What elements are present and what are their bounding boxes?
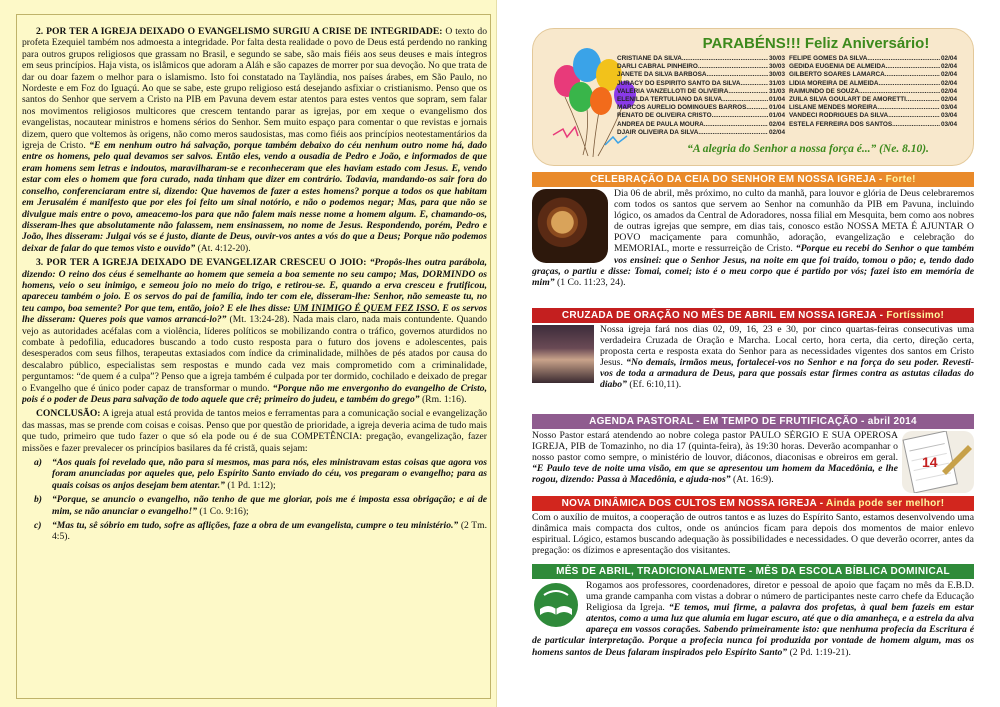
section-3-quote-a: “Propôs-lhes outra parábola, dizendo: O reino dos céus é semelhante ao homem que semeia a boa semente no seu campo; Mas, DORMINDO os homens, veio o seu inimigo, e semeou joio no meio do trigo, e retirou-se. E, quando a erva cresceu e frutificou, apareceu também o joio. E os servos do pai de família, indo ter com ele, disseram-lhe: Senhor, não semeaste tu, no teu campo, boa semente? Por que tem, então, joio? E ele lhes disse: bbox=[22, 257, 487, 314]
birthday-row bbox=[789, 71, 957, 79]
list-item-ref: (1 Pd. 1:12); bbox=[224, 479, 276, 491]
dinamica-body: Com o auxílio de muitos, a cooperação de outros tantos e as luzes do Espírito Santo, estamos desenvolvendo uma dinâmica mais compacta dos cultos, onde os anúncios ficam para depois dos momentos de maior enlevo espiritual. Lógico, estamos buscando adequação às possibilidades e necessidades. O que deverão ocorrer, antes da pregação: os dízimos e apresentação dos visitantes. bbox=[532, 512, 974, 557]
conclusion-heading: CONCLUSÃO: bbox=[36, 408, 101, 420]
birthday-date: 31/03 bbox=[769, 87, 785, 95]
ceia-body: Dia 06 de abril, mês próximo, no culto da manhã, para louvor e glória de Deus celebraremos com todos os santos que servem ao Senhor na comunhão da PIB em Pavuna, incluindo lógico, os amados da Central de Adoradores, nossa filial em Mesquita, bem como aos nobres de outras igrejas que sempre, em dias tais, conosco estão NOSSA META É AJUNTAR O POVO maciçamente para comunhão, adoração, evangelização e celebração do MEMORIAL, morte e ressurreição de Cristo. bbox=[614, 188, 974, 255]
birthday-verse: “A alegria do Senhor a nossa força é...” (Ne. 8.10). bbox=[687, 143, 929, 155]
birthday-date: 30/03 bbox=[769, 71, 785, 79]
prayer-crowd-image bbox=[532, 325, 594, 383]
list-item-text bbox=[52, 457, 487, 491]
birthday-date: 31/03 bbox=[769, 79, 785, 87]
bible-book-icon bbox=[532, 581, 580, 629]
birthday-date: 02/04 bbox=[941, 79, 957, 87]
birthday-name: ANDREA DE PAULA MOURA ..... bbox=[617, 121, 768, 129]
birthday-name: VALÉRIA VANZELLOTI DE OLIVEIRA ..... bbox=[617, 88, 768, 96]
cruzada-header-text: CRUZADA DE ORAÇÃO NO MÊS DE ABRIL EM NOSSA IGREJA - bbox=[561, 310, 887, 321]
birthday-name: DJAIR OLIVEIRA DA SILVA ..... bbox=[617, 129, 768, 137]
list-item-text bbox=[52, 520, 487, 543]
birthday-box bbox=[532, 28, 974, 166]
list-item-quote: “Porque, se anuncio o evangelho, não tenho de que me gloriar, pois me é imposta essa obrigação; e ai de mim, se não anunciar o evangelho!” bbox=[52, 494, 487, 517]
birthday-date: 30/03 bbox=[769, 55, 785, 62]
ebd-section bbox=[532, 580, 974, 698]
birthday-name: GEDIDA EUGÊNIA DE ALMEIDA ..... bbox=[789, 63, 940, 71]
birthday-name: ESTELA FERREIRA DOS SANTOS ..... bbox=[789, 121, 940, 129]
birthday-name: JURACY DO ESPÍRITO SANTO DA SILVA ..... bbox=[617, 80, 768, 88]
ebd-header: MÊS DE ABRIL, TRADICIONALMENTE - MÊS DA ESCOLA BÍBLICA DOMINICAL bbox=[532, 564, 974, 579]
birthday-row bbox=[617, 121, 785, 129]
birthday-name: ZUILA SILVA GOULART DE AMORETTI ..... bbox=[789, 96, 940, 104]
agenda-ref: (At. 16:9). bbox=[730, 474, 774, 486]
birthday-name: GILBERTO SOARES LAMARCA ..... bbox=[789, 71, 940, 79]
section-3-ref-2: (Rm. 1:16). bbox=[419, 394, 467, 405]
list-item bbox=[22, 494, 487, 517]
list-item-ref: (2 Tm. 4:5). bbox=[52, 520, 487, 543]
dinamica-header bbox=[532, 496, 974, 511]
agenda-body: Nosso Pastor estará atendendo ao nobre colega pastor PAULO SÉRGIO E SUA OPEROSA IGREJA, PIB de Tomazinho, no dia 17 (quinta-feira), às 19:30 horas. Deverão acompanhar o nosso pastor como sempre, o ministério de louvor, diáconos, diaconisas e obreiros em geral. bbox=[532, 430, 898, 464]
cruzada-body: Nossa igreja fará nos dias 02, 09, 16, 23 e 30, por cinco quartas-feiras consecutivas uma verdadeira Cruzada de Oração e Marcha. Local certo, hora certa, dia certo, direção certa, proposta certa e resposta exata do Senhor para as necessidades vigentes dos santos em Cristo Jesus. bbox=[600, 324, 974, 369]
birthday-date: 02/04 bbox=[941, 96, 957, 104]
ebd-ref: (2 Pd. 1:19-21). bbox=[787, 646, 851, 658]
list-item-text bbox=[52, 494, 487, 517]
ceia-header bbox=[532, 172, 974, 187]
birthday-row bbox=[789, 55, 957, 63]
birthday-date: 02/04 bbox=[941, 71, 957, 79]
dinamica-header-accent: Ainda pode ser melhor! bbox=[826, 498, 945, 509]
right-page bbox=[532, 28, 974, 698]
birthday-name: RAIMUNDO DE SOUZA ..... bbox=[789, 88, 940, 96]
cruzada-header bbox=[532, 308, 974, 323]
birthday-row bbox=[617, 104, 785, 112]
ebd-body: Rogamos aos professores, coordenadores, diretor e pessoal de apoio que façam no mês da E.B.D. uma grande campanha com vistas a dobrar o número de participantes neste carro chefe da Educação Religiosa da Igreja. bbox=[586, 580, 974, 614]
birthday-row bbox=[789, 88, 957, 96]
cruzada-quote: “No demais, irmãos meus, fortalecei-vos no Senhor e na força do seu poder. Revesti-vos de toda a armadura de Deus, para que possais estar firmes contra as astutas ciladas do diabo” bbox=[600, 357, 974, 391]
conclusion-paragraph bbox=[22, 408, 487, 454]
birthday-row bbox=[789, 112, 957, 120]
dinamica-section bbox=[532, 512, 974, 562]
section-3-quote-underline: UM INIMIGO É QUEM FEZ ISSO. bbox=[293, 302, 440, 314]
section-3-paragraph bbox=[22, 257, 487, 405]
list-item-marker: a) bbox=[34, 457, 42, 469]
list-item-quote: “Aos quais foi revelado que, não para si mesmos, mas para nós, eles ministravam estas coisas que agora vos foram anunciadas por aqueles que, pelo Espírito Santo enviado do céu, vos pregaram o evangelho; para as quais coisas os anjos desejam bem atentar.” bbox=[52, 457, 487, 491]
cruzada-header-accent: Fortíssimo! bbox=[886, 310, 945, 321]
section-2-heading: 2. POR TER A IGREJA DEIXADO O EVANGELISMO SURGIU A CRISE DE INTEGRIDADE: bbox=[36, 26, 443, 37]
section-3-ref: (Mt. 13:24-28). bbox=[226, 314, 290, 326]
birthday-date: 02/04 bbox=[941, 63, 957, 71]
list-item-ref: (1 Co. 9:16); bbox=[197, 505, 249, 517]
ceia-section bbox=[532, 188, 974, 306]
birthday-name: JANETE DA SILVA BARBOSA ..... bbox=[617, 71, 768, 79]
bread-and-wine-image bbox=[532, 189, 608, 263]
ceia-header-accent: Forte! bbox=[885, 174, 916, 185]
birthday-row bbox=[789, 96, 957, 104]
left-page bbox=[0, 0, 497, 707]
agenda-quote: “E Paulo teve de noite uma visão, em que se apresentou um homem da Macedônia, e lhe rogou, dizendo: Passa à Macedônia, e ajuda-nos” bbox=[532, 463, 898, 486]
birthday-name: VANDECI RODRIGUES DA SILVA ..... bbox=[789, 112, 940, 120]
birthday-row bbox=[617, 88, 785, 96]
section-3-quote-2: “Porque não me envergonho do evangelho de Cristo, pois é o poder de Deus para salvação de todo aquele que crê; primeiro do judeu, e também do grego” bbox=[22, 382, 487, 405]
birthday-row bbox=[617, 129, 785, 137]
birthday-name: LISLANE MENDES MOREIRA ..... bbox=[789, 104, 940, 112]
left-article bbox=[22, 26, 487, 696]
birthday-list-col-2 bbox=[789, 55, 957, 129]
list-item bbox=[22, 457, 487, 491]
birthday-row bbox=[789, 63, 957, 71]
conclusion-list bbox=[22, 457, 487, 543]
birthday-list-col-1 bbox=[617, 55, 785, 137]
agenda-header: AGENDA PASTORAL - EM TEMPO DE FRUTIFICAÇÃO - abril 2014 bbox=[532, 414, 974, 429]
birthday-row bbox=[789, 121, 957, 129]
birthday-row bbox=[617, 96, 785, 104]
ebd-quote: “E temos, mui firme, a palavra dos profetas, à qual bem fazeis em estar atentos, como a uma luz que alumia em lugar escuro, até que o dia amanheça, e a estrela da alva apareça em vossos corações. Sabendo primeiramente isto: que nenhuma profecia da Escritura é de particular interpretação. Porque a profecia nunca foi produzida por vontade de homem algum, mas os homens santos de Deus falaram inspirados pelo Espírito Santo” bbox=[532, 602, 974, 658]
calendar-day: 14 bbox=[922, 454, 938, 470]
birthday-date: 01/04 bbox=[769, 112, 785, 120]
birthday-name: CRISTIANE DA SILVA ..... bbox=[617, 55, 768, 63]
birthday-row bbox=[617, 55, 785, 63]
cruzada-text bbox=[532, 324, 974, 391]
ebd-text bbox=[532, 580, 974, 658]
birthday-row bbox=[617, 80, 785, 88]
list-item bbox=[22, 520, 487, 543]
birthday-date: 02/04 bbox=[941, 55, 957, 62]
section-3-heading: 3. POR TER A IGREJA DEIXADO DE EVANGELIZAR CRESCEU O JOIO: bbox=[36, 257, 367, 269]
section-2-ref: (At. 4:12-20). bbox=[195, 242, 251, 254]
section-3-quote-b: E os servos lhe disseram: Queres pois que vamos arrancá-lo?” bbox=[22, 302, 487, 326]
birthday-date: 03/04 bbox=[941, 104, 957, 112]
list-item-quote: “Mas tu, sê sóbrio em tudo, sofre as aflições, faze a obra de um evangelista, cumpre o teu ministério.” bbox=[52, 520, 459, 532]
birthday-row bbox=[617, 71, 785, 79]
birthday-row bbox=[617, 63, 785, 71]
list-item-marker: b) bbox=[34, 494, 42, 506]
conclusion-body: A igreja atual está provida de tantos meios e ferramentas para a comunicação social e evangelização das massas, mas se prende com coisas e coisas. Penso que por questão de prioridade, a igreja deveria acima de tudo mais que tudo, primeiro que tudo fazer o que só ela pode ou é de sua COMPETÊNCIA: pregação, evangelização, fazer missões e fazer prevalecer os princípios basilares da fé cristã, quais sejam: bbox=[22, 408, 487, 454]
section-2-paragraph bbox=[22, 26, 487, 254]
section-2-quote: “E em nenhum outro há salvação, porque também debaixo do céu nenhum outro nome há, dado entre os homens, pelo qual devamos ser salvos. Então eles, vendo a ousadia de Pedro e João, e informados de que eram homens sem letras e indoutos, maravilharam-se e reconheceram que eles haviam estado com Jesus. E, vendo estar com eles o homem que fora curado, nada tinham que dizer em contrário. Todavia, mandando-os sair fora do conselho, conferenciaram entre si, dizendo: Que havemos de fazer a estes homens? porque a todos os que habitam em Jerusalém é manifesto que por eles foi feito um sinal notório, e não o podemos negar; Mas, para que não se divulgue mais entre o povo, ameacemo-los para que não falem mais nesse nome a homem algum. E, chamando-os, disseram-lhes que absolutamente não falassem, nem ensinassem, no nome de Jesus. Respondendo, porém, Pedro e João, lhes disseram: Julgai vós se é justo, diante de Deus, ouvir-vos antes a vós do que a Deus; Porque não podemos deixar de falar do que temos visto e ouvido” bbox=[22, 140, 487, 254]
birthday-name: ELENILDA TERTULIANO DA SILVA ..... bbox=[617, 96, 768, 104]
birthday-date: 03/04 bbox=[941, 112, 957, 120]
dinamica-header-text: NOVA DINÂMICA DOS CULTOS EM NOSSA IGREJA - bbox=[561, 498, 827, 509]
calendar-image bbox=[902, 431, 974, 493]
ceia-quote: “Porque eu recebi do Senhor o que também vos ensinei: que o Senhor Jesus, na noite em que foi traído, tomou o pão; e, tendo dado graças, o partiu e disse: Tomai, comei; isto é o meu corpo que é partido por vós; fazei isto em memória de mim” bbox=[532, 243, 974, 288]
birthday-row bbox=[789, 104, 957, 112]
cruzada-ref: (Ef. 6:10,11). bbox=[626, 379, 682, 391]
ceia-ref: (1 Co. 11:23, 24). bbox=[554, 276, 626, 288]
section-3-body: Nada mais claro, nada mais contundente. Quando vejo as autoridades acéfalas com a violência, líderes políticos se mobilizando contra o tráfico, governos aturdidos no combate à pedofilia, educadores buscando a todo custo resposta para o futuro dos jovens e adolescentes, pais desesperados com seus filhos, terapeutas extasiados com índice da criminalidade, milhões de pés atados por causa do descalabro público, especialistas sem respostas e mundo cada vez mais comprometido com a criminalidade, perguntamos: “de quem é a culpa”? Penso que a igreja também é culpada por ter dormido, cochilado e deixado de pregar o Evangelho que é único poder capaz de transformar o mundo. bbox=[22, 314, 487, 394]
birthday-date: 02/04 bbox=[769, 128, 785, 136]
birthday-row bbox=[617, 112, 785, 120]
list-item-marker: c) bbox=[34, 520, 42, 532]
birthday-name: DARLI CABRAL PINHEIRO ..... bbox=[617, 63, 768, 71]
birthday-name: MARCOS AURÉLIO DOMINGUES BARROS ..... bbox=[617, 104, 768, 112]
birthday-date: 02/04 bbox=[941, 87, 957, 95]
birthday-row bbox=[789, 80, 957, 88]
section-2-intro: O texto do profeta Ezequiel também nos admoesta a integridade. Por falta desta realidade o povo de Deus está perdendo no ranking para outros grupos religiosos que grassam no Brasil, e segundo se sabe, são mais fiéis aos seus deuses e mais íntegros em seus princípios. Haja vista, os islâmicos que adoram a Aláh e são capazes de morrer por sua devoção. No que trata de dar ou doar fazem o melhor para o islamismo. Isto foi constatado na Tayländia, nos países árabes, em São Paulo, no Nordeste e em Foz do Iguaçú. Ao que se sabe, este grupo religioso está desejando asfixiar o cristianismo. Penso que os santos do Senhor que servem a Cristo na PIB em Pavuna devem estar atentos para estes ventos que sopram, sem falar nos movimentos religiosos multicores que crescem tentando parar as igrejas, por em xeque o evangelismo dos evangelistas, nocautear ministros e homens sérios do Senhor. Sem muito espaço para comentar o que revistas e jornais dizem, quero que voltemos às origens, não como meros saudosistas, mas como fiéis aos princípios neotestamentários da igreja de Cristo. bbox=[22, 26, 487, 152]
birthday-date: 03/04 bbox=[941, 120, 957, 128]
calendar-icon bbox=[902, 431, 974, 493]
birthday-date: 01/04 bbox=[769, 104, 785, 112]
ceia-header-text: CELEBRAÇÃO DA CEIA DO SENHOR EM NOSSA IGREJA - bbox=[590, 174, 886, 185]
birthday-name: FELIPE GOMES DA SILVA ..... bbox=[789, 55, 940, 63]
birthday-name: RENATO DE OLIVEIRA CRISTO ..... bbox=[617, 112, 768, 120]
birthday-title: PARABÉNS!!! Feliz Aniversário! bbox=[702, 35, 930, 52]
birthday-date: 30/03 bbox=[769, 63, 785, 71]
birthday-date: 01/04 bbox=[769, 96, 785, 104]
birthday-date: 02/04 bbox=[769, 120, 785, 128]
birthday-name: LÍDIA MOREIRA DE ALMEIDA ..... bbox=[789, 80, 940, 88]
